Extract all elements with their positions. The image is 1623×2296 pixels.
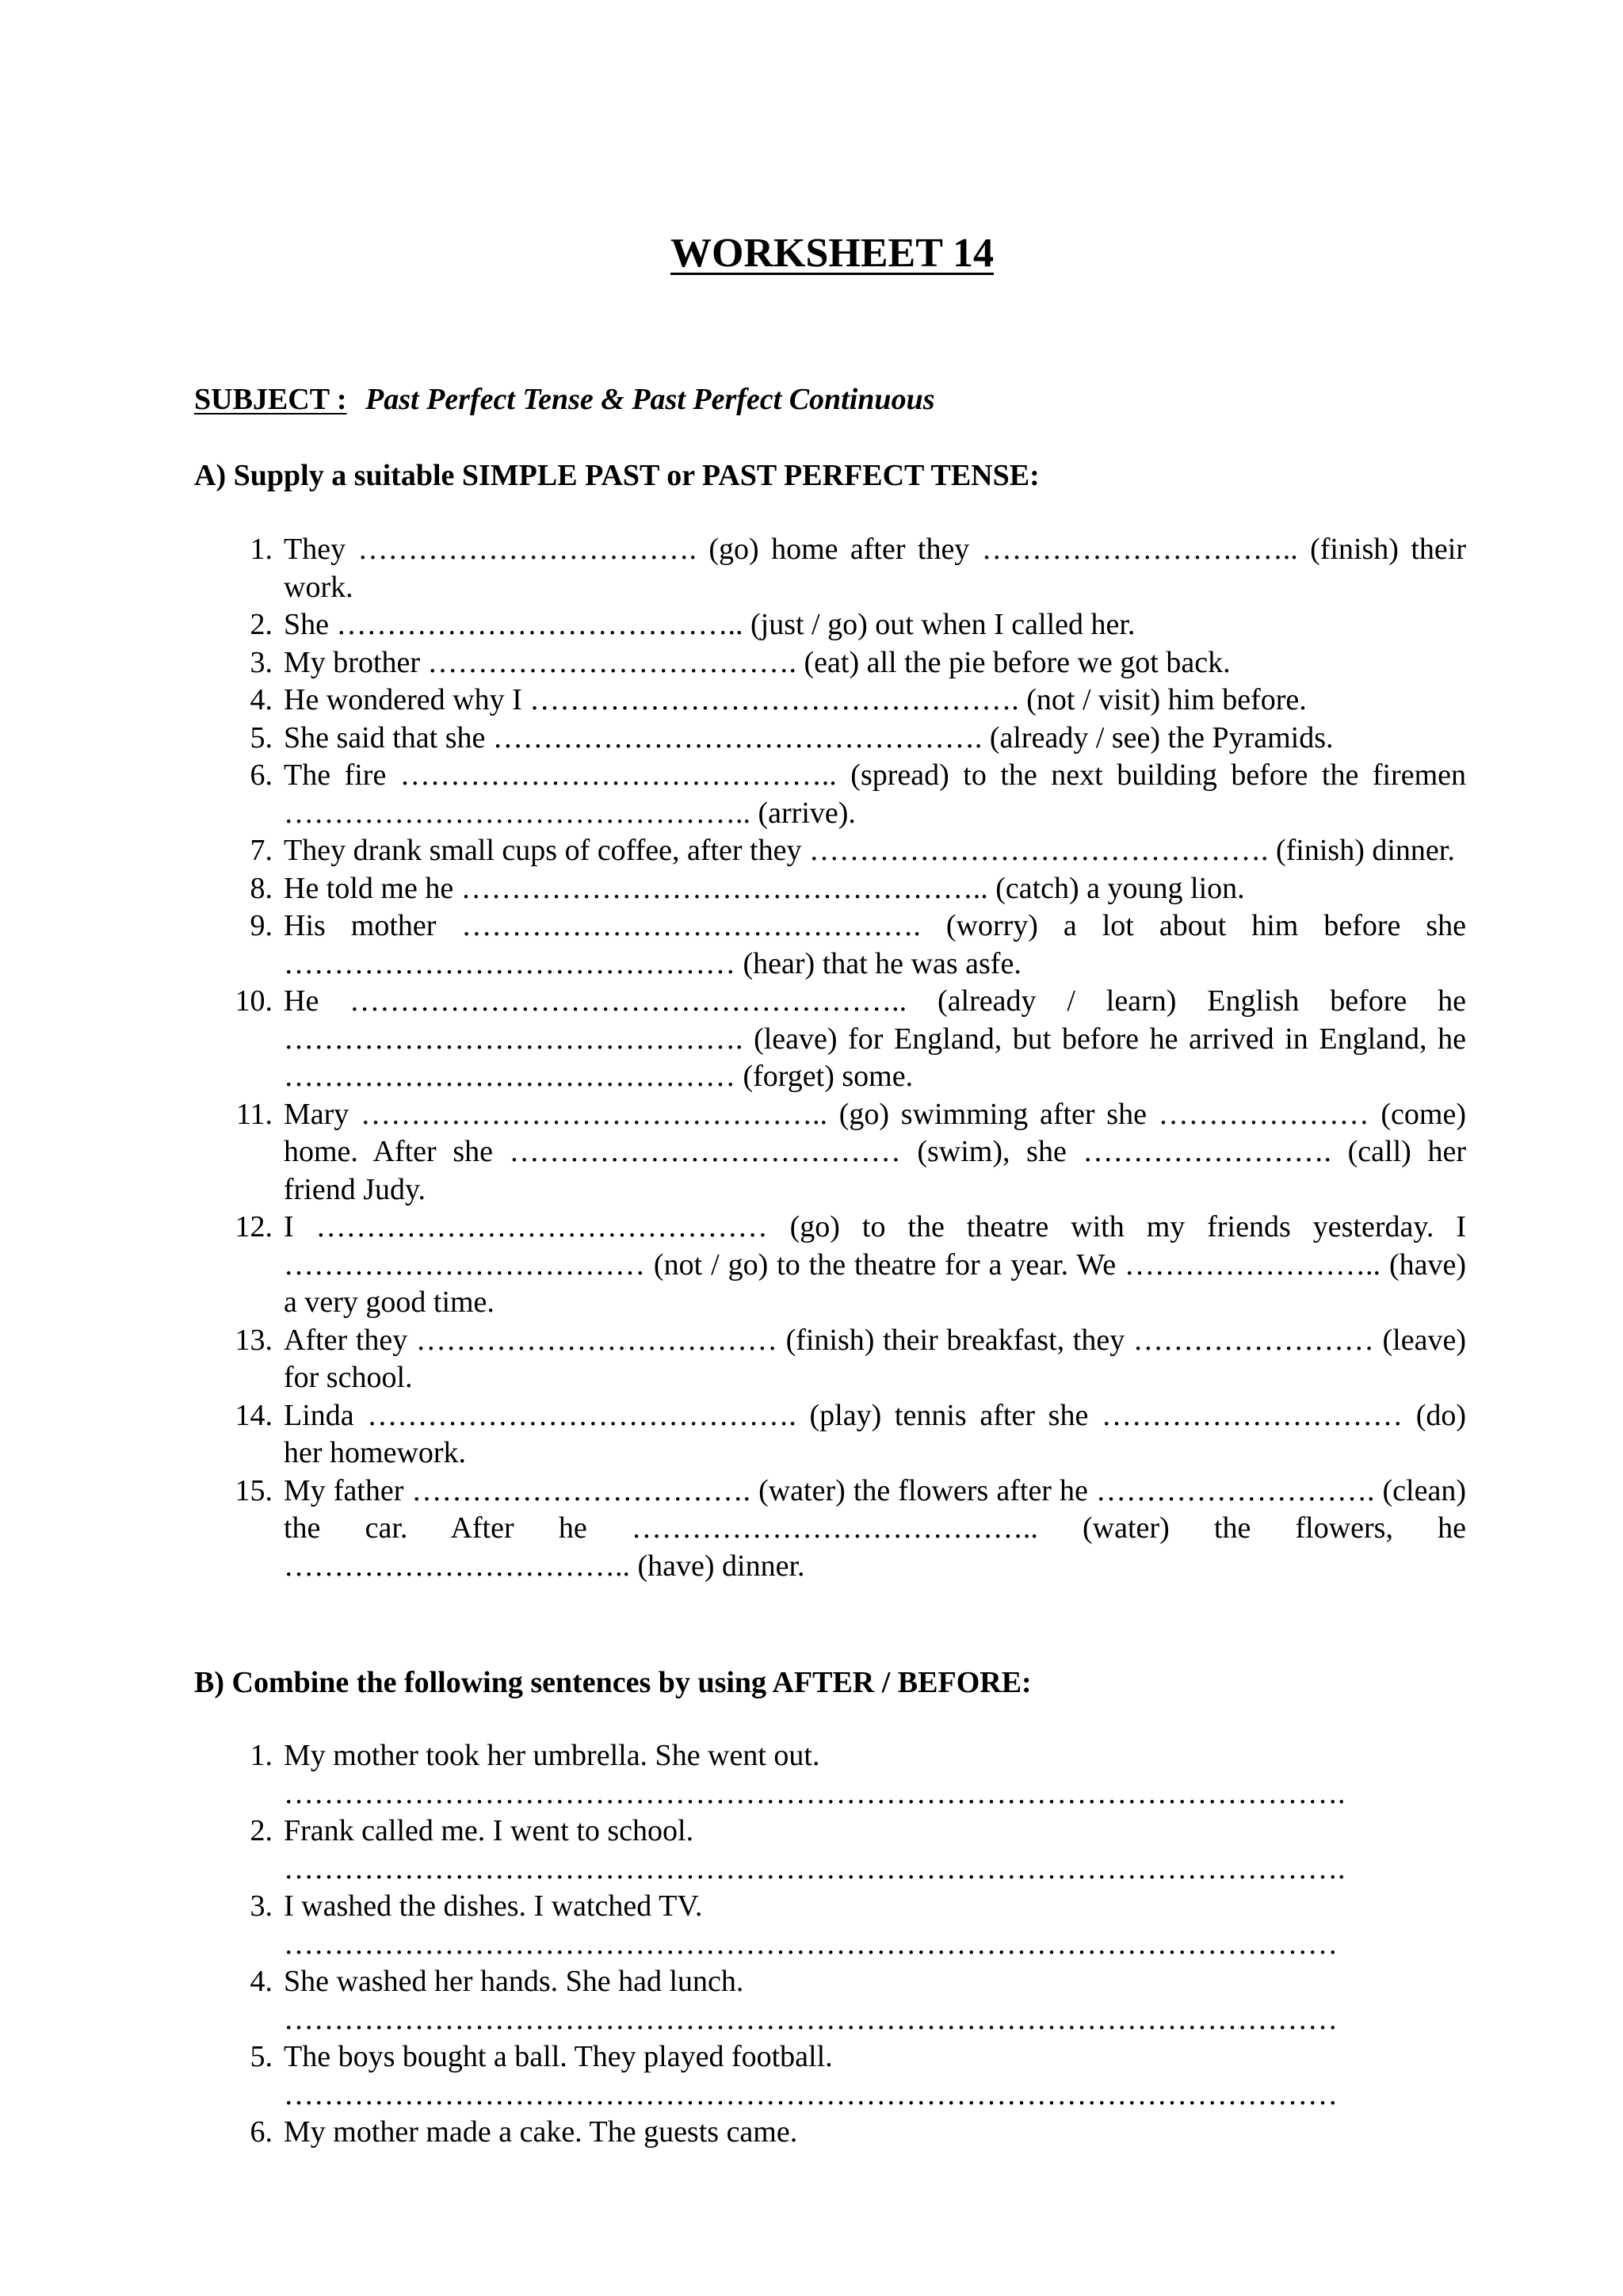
item-number: 1.	[250, 1739, 273, 1772]
page-title: WORKSHEET 14	[670, 231, 994, 276]
list-item	[230, 2038, 1466, 2114]
item-text: Linda ……………………………………. (play) tennis after she ………………………… (do) her homework.	[284, 1398, 1466, 1469]
section-a-heading: A) Supply a suitable SIMPLE PAST or PAST PERFECT TENSE:	[194, 459, 1040, 492]
list-item	[230, 832, 1466, 870]
item-text: They ……………………………. (go) home after they ………………………….. (finish) their work.	[284, 533, 1466, 604]
item-text: I ……………………………………… (go) to the theatre with my friends yesterday. I ……………………………… (not / go) to the theatre for a year. We …………………….. (have) a very good time.	[284, 1210, 1466, 1319]
item-text: He wondered why I …………………………………………. (not / visit) him before.	[284, 683, 1307, 716]
subject-line	[194, 382, 935, 417]
item-text: After they ……………………………… (finish) their breakfast, they …………………… (leave) for school.	[284, 1323, 1466, 1394]
list-item	[230, 606, 1466, 644]
item-number: 9.	[250, 909, 273, 942]
item-number: 1.	[250, 533, 273, 566]
item-number: 2.	[250, 1814, 273, 1847]
list-item	[230, 983, 1466, 1096]
item-text: The fire …………………………………….. (spread) to the next building before the firemen ……………………………………….. (arrive).	[284, 758, 1466, 830]
item-text: My father ……………………………. (water) the flowers after he ………………………. (clean) the car. After he ………………………………….. (water) the flowers, he …………………………….. (have) dinner.	[284, 1473, 1466, 1583]
item-text: He told me he …………………………………………….. (catch) a young lion.	[284, 871, 1245, 905]
item-text: Frank called me. I went to school.	[284, 1814, 694, 1847]
item-text: The boys bought a ball. They played football.	[284, 2040, 833, 2073]
item-number: 2.	[250, 608, 273, 641]
list-item	[230, 757, 1466, 832]
item-text: She ………………………………….. (just / go) out when I called her.	[284, 608, 1136, 641]
item-number: 14.	[235, 1398, 273, 1432]
answer-line: …………………………………………………………………………………………….	[284, 1776, 1346, 1810]
item-number: 13.	[235, 1323, 273, 1357]
item-text: She said that she …………………………………………. (already / see) the Pyramids.	[284, 720, 1334, 755]
item-text: My mother took her umbrella. She went out.	[284, 1739, 820, 1772]
list-item	[230, 2114, 1466, 2152]
answer-line: ……………………………………………………………………………………………	[284, 1927, 1338, 1961]
item-number: 6.	[250, 2115, 273, 2149]
list-item	[230, 1888, 1466, 1963]
item-number: 11.	[235, 1097, 273, 1131]
item-number: 12.	[235, 1210, 273, 1244]
answer-line: ……………………………………………………………………………………………	[284, 2077, 1338, 2111]
item-text: His mother ………………………………………. (worry) a lot about him before she ……………………………………… (hear) that he was asfe.	[284, 909, 1466, 980]
list-item	[230, 1322, 1466, 1397]
item-number: 3.	[250, 1889, 273, 1923]
list-item	[230, 870, 1466, 908]
item-text: She washed her hands. She had lunch.	[284, 1965, 744, 1998]
item-text: Mary ……………………………………….. (go) swimming after she ………………… (come) home. After she ………………………………… (swim), she ……………………. (call) her friend Judy.	[284, 1097, 1466, 1206]
item-number: 5.	[250, 2040, 273, 2073]
item-number: 4.	[250, 1965, 273, 1998]
item-number: 4.	[250, 683, 273, 716]
item-number: 7.	[250, 834, 273, 867]
item-text: My mother made a cake. The guests came.	[284, 2115, 798, 2149]
list-item	[230, 682, 1466, 720]
item-number: 8.	[250, 871, 273, 905]
section-a-list	[230, 531, 1466, 1585]
item-text: I washed the dishes. I watched TV.	[284, 1889, 703, 1923]
list-item	[230, 1473, 1466, 1586]
item-number: 10.	[235, 984, 273, 1018]
item-text: He ……………………………………………….. (already / learn) English before he ………………………………………. (leave) for England, but before he arrived in England, he ……………………………………… (forget) some.	[284, 984, 1466, 1093]
list-item	[230, 1096, 1466, 1209]
item-number: 3.	[250, 645, 273, 679]
list-item	[230, 1397, 1466, 1473]
item-number: 15.	[235, 1473, 273, 1507]
list-item	[230, 1963, 1466, 2038]
list-item	[230, 1737, 1466, 1813]
list-item	[230, 907, 1466, 983]
item-number: 5.	[250, 720, 273, 755]
item-number: 6.	[250, 758, 273, 792]
subject-label: SUBJECT :	[194, 383, 347, 416]
list-item	[230, 1209, 1466, 1322]
list-item	[230, 1813, 1466, 1888]
list-item	[230, 531, 1466, 606]
list-item	[230, 644, 1466, 682]
section-b-list	[230, 1737, 1466, 2152]
list-item	[230, 720, 1466, 758]
answer-line: ……………………………………………………………………………………………	[284, 2002, 1338, 2036]
item-text: They drank small cups of coffee, after they ………………………………………. (finish) dinner.	[284, 834, 1455, 867]
item-text: My brother ………………………………. (eat) all the pie before we got back.	[284, 645, 1231, 679]
answer-line: …………………………………………………………………………………………….	[284, 1851, 1346, 1885]
subject-value: Past Perfect Tense & Past Perfect Continuous	[365, 383, 935, 416]
section-b-heading: B) Combine the following sentences by using AFTER / BEFORE:	[194, 1666, 1032, 1699]
